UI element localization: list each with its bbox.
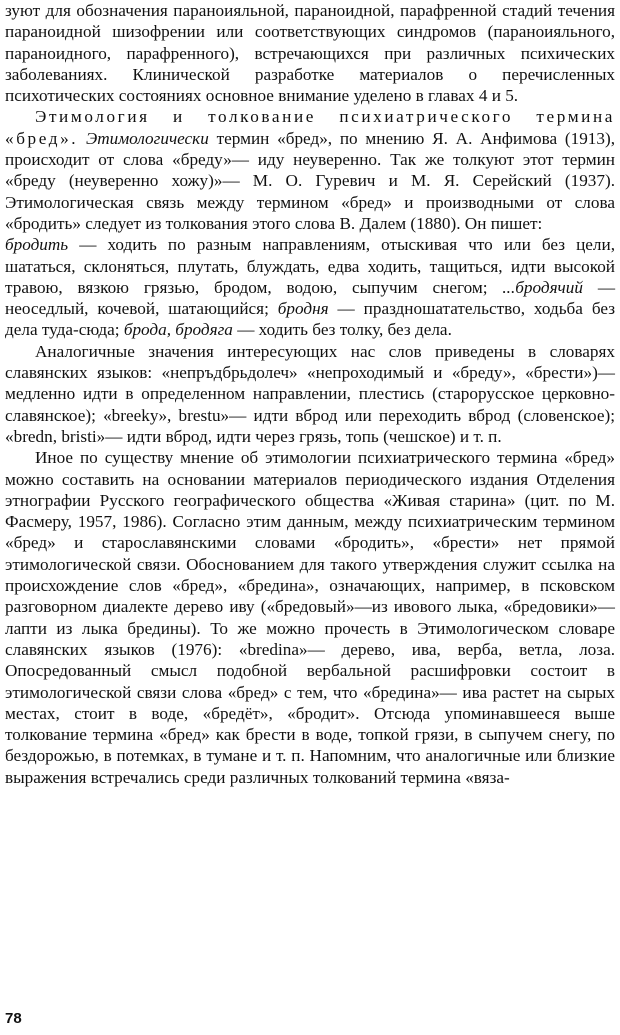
quote-text-2: — неоседлый, кочевой, шатающийся; — [5, 277, 615, 319]
quote-text-4: — ходить без толку, без дела. — [232, 320, 452, 340]
dictionary-quote — [5, 234, 615, 340]
quote-text-1: — ходить по разным направлениям, отыскивая что или без цели, шататься, склоняться, плутать, блуждать, едва ходить, тащиться, идти высокой травою, вязкою грязью, бродом, водою, сыпучим снегом; — [5, 235, 615, 297]
headword-broda-brodyaga: брода, бродяга — [123, 320, 233, 340]
paragraph-5: Иное по существу мнение об этимологии психиатрического термина «бред» можно составить на основании материалов периодического издания Отделения этнографии Русского географического общества «Живая старина» (цит. по М. Фасмеру, 1957, 1986). Согласно этим данным, между психиатрическим термином «бред» и старославянскими словами «бродить», «брести» нет прямой этимологической связи. Обоснованием для такого утверждения служит ссылка на происхождение слов «бред», «бредина», означающих, например, в псковском разговорном диалекте дерево иву («бредовый»—из ивового лыка, «бредовики»— лапти из лыка бредины). То же можно прочесть в Этимологическом словаре славянских языков (1976): «bredina»— дерево, ива, верба, ветла, лоза. Опосредованный смысл подобной вербальной расшифровки состоит в этимологической связи слова «бред» с тем, что «бредина»— ива растет на сырых местах, стоит в воде, «бредёт», «бродит». Отсюда упоминавшееся выше толкование термина «бред» как брести в воде, топкой грязи, в сыпучем снегу, по бездорожью, в потемках, в тумане и т. п. Напомним, что аналогичные или близкие выражения встречались среди различных толкований термина «вяза- — [5, 448, 615, 787]
body-text — [5, 0, 615, 788]
paragraph-1: зуют для обозначения параноияльной, параноидной, парафренной стадий течения параноидной шизофрении или соответствующих синдромов (параноияльного, параноидного, парафренного), встречающихся при различных психических заболеваниях. Клинической разработке материалов о перечисленных психотических состояниях основное внимание уделено в главах 4 и 5. — [5, 1, 615, 106]
section-heading: Этимология и толкование психиатрического термина «бред». — [5, 107, 615, 148]
page-number: 78 — [5, 1010, 22, 1027]
paragraph-2 — [5, 106, 615, 234]
emphasis-etymologically: Этимологически — [85, 128, 209, 148]
headword-brodit: бродить — [5, 235, 69, 255]
headword-brodyachiy: ...бродячий — [502, 277, 583, 297]
paragraph-4: Аналогичные значения интересующих нас слов приведены в словарях славянских языков: «непръдбрьдолеч» «непроходимый и «бреду», «брести»)— медленно идти в определенном направлении, плестись (старорусское церковно-славянское); «breeky», brestu»— идти вброд или переходить вброд (словенское); «bredn, bristi»— идти вброд, идти через грязь, топь (чешское) и т. п. — [5, 341, 615, 446]
headword-brodnya: бродня — [277, 299, 329, 319]
quote-text-3: — праздношатательство, ходьба без дела туда-сюда; — [5, 299, 615, 340]
paragraph-2-text: термин «бред», по мнению Я. А. Анфимова (1913), происходит от слова «бреду»— иду неуверенно. Так же толкуют этот термин «бреду (неуверенно хожу)»— М. О. Гуревич и М. Я. Серейский (1937). Этимологическая связь между термином «бред» и производными от слова «бродить» следует из толкования этого слова В. Далем (1880). Он пишет: — [5, 128, 616, 233]
